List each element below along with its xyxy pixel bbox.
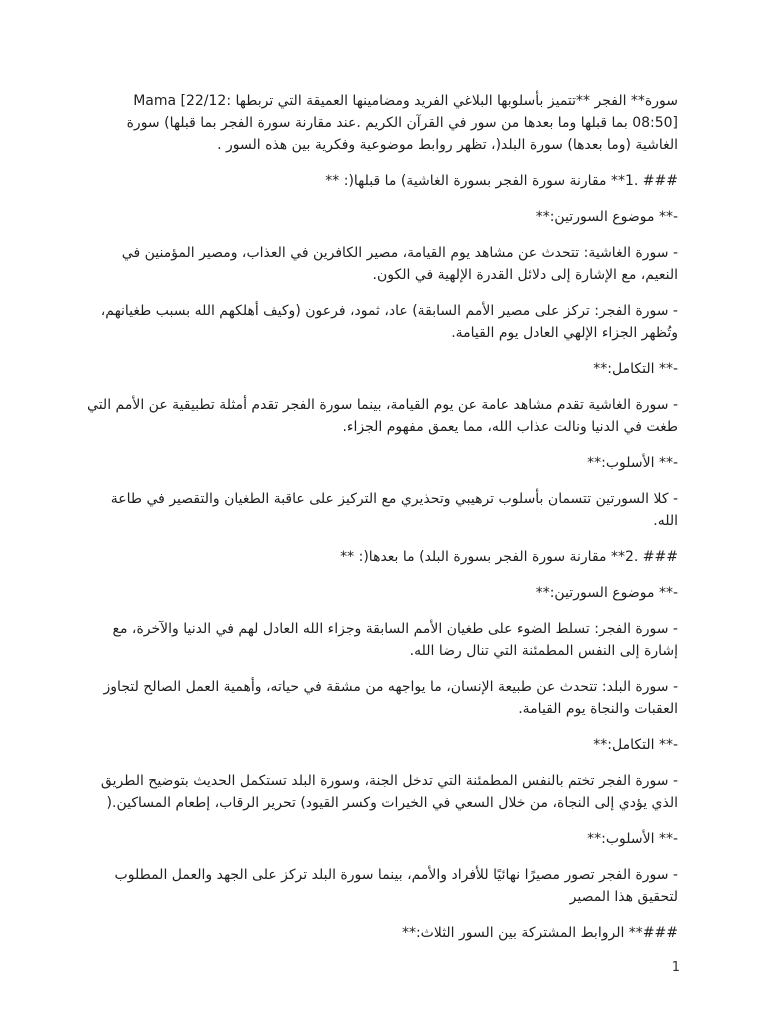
document-body bbox=[86, 90, 678, 958]
subheading-topic: -** موضوع السورتين:** bbox=[535, 585, 678, 601]
subheading-style: -** الأسلوب:** bbox=[587, 831, 678, 847]
intro-paragraph: سورة** الفجر **تتميز بأسلوبها البلاغي الفريد ومضامينها العميقة التي تربطها :Mama [22/12 08:50] بما قبلها وما بعدها من سور في القرآن الكريم .عند مقارنة سورة الفجر بما قبلها) سورة الغاشية (وما بعدها) سورة البلد(، تظهر روابط موضوعية وفكرية بين هذه السور . bbox=[126, 93, 678, 153]
list-item: - سورة الفجر تصور مصيرًا نهائيًا للأفراد والأمم، بينما سورة البلد تركز على الجهد والعمل المطلوب لتحقيق هذا المصير bbox=[114, 867, 678, 905]
list-item: - سورة الفجر: تركز على مصير الأمم السابقة) عاد، ثمود، فرعون (وكيف أهلكهم الله بسبب طغيانهم، وتُظهر الجزاء الإلهي العادل يوم القيامة. bbox=[100, 303, 678, 341]
section-heading-1: ### .1** مقارنة سورة الفجر بسورة الغاشية) ما قبلها(: ** bbox=[325, 173, 678, 189]
list-item: - سورة البلد: تتحدث عن طبيعة الإنسان، ما يواجهه من مشقة في حياته، وأهمية العمل الصالح لتجاوز العقبات والنجاة يوم القيامة. bbox=[103, 679, 678, 717]
list-item: - سورة الغاشية تقدم مشاهد عامة عن يوم القيامة، بينما سورة الفجر تقدم أمثلة تطبيقية عن الأمم التي طغت في الدنيا ونالت عذاب الله، مما يعمق مفهوم الجزاء. bbox=[87, 397, 678, 435]
section-heading-2: ### .2** مقارنة سورة الفجر بسورة البلد) ما بعدها(: ** bbox=[340, 549, 678, 565]
subheading-integration: -** التكامل:** bbox=[593, 737, 678, 753]
subheading-integration: -** التكامل:** bbox=[593, 361, 678, 377]
list-item: - سورة الغاشية: تتحدث عن مشاهد يوم القيامة، مصير الكافرين في العذاب، ومصير المؤمنين في النعيم، مع الإشارة إلى دلائل القدرة الإلهية في الكون. bbox=[121, 245, 678, 283]
list-item: - كلا السورتين تتسمان بأسلوب ترهيبي وتحذيري مع التركيز على عاقبة الطغيان والتقصير في طاعة الله. bbox=[110, 491, 678, 529]
subheading-topic: -** موضوع السورتين:** bbox=[535, 209, 678, 225]
list-item: - سورة الفجر تختم بالنفس المطمئنة التي تدخل الجنة، وسورة البلد تستكمل الحديث بتوضيح الطريق الذي يؤدي إلى النجاة، من خلال السعي في الخيرات وكسر القيود) تحرير الرقاب، إطعام المساكين.( bbox=[100, 773, 678, 811]
subheading-style: -** الأسلوب:** bbox=[587, 455, 678, 471]
section-heading-3: ###** الروابط المشتركة بين السور الثلاث:** bbox=[401, 925, 678, 941]
page-number: 1 bbox=[671, 960, 680, 975]
list-item: - سورة الفجر: تسلط الضوء على طغيان الأمم السابقة وجزاء الله العادل لهم في الدنيا والآخرة، مع إشارة إلى النفس المطمئنة التي تنال رضا الله. bbox=[112, 621, 678, 659]
